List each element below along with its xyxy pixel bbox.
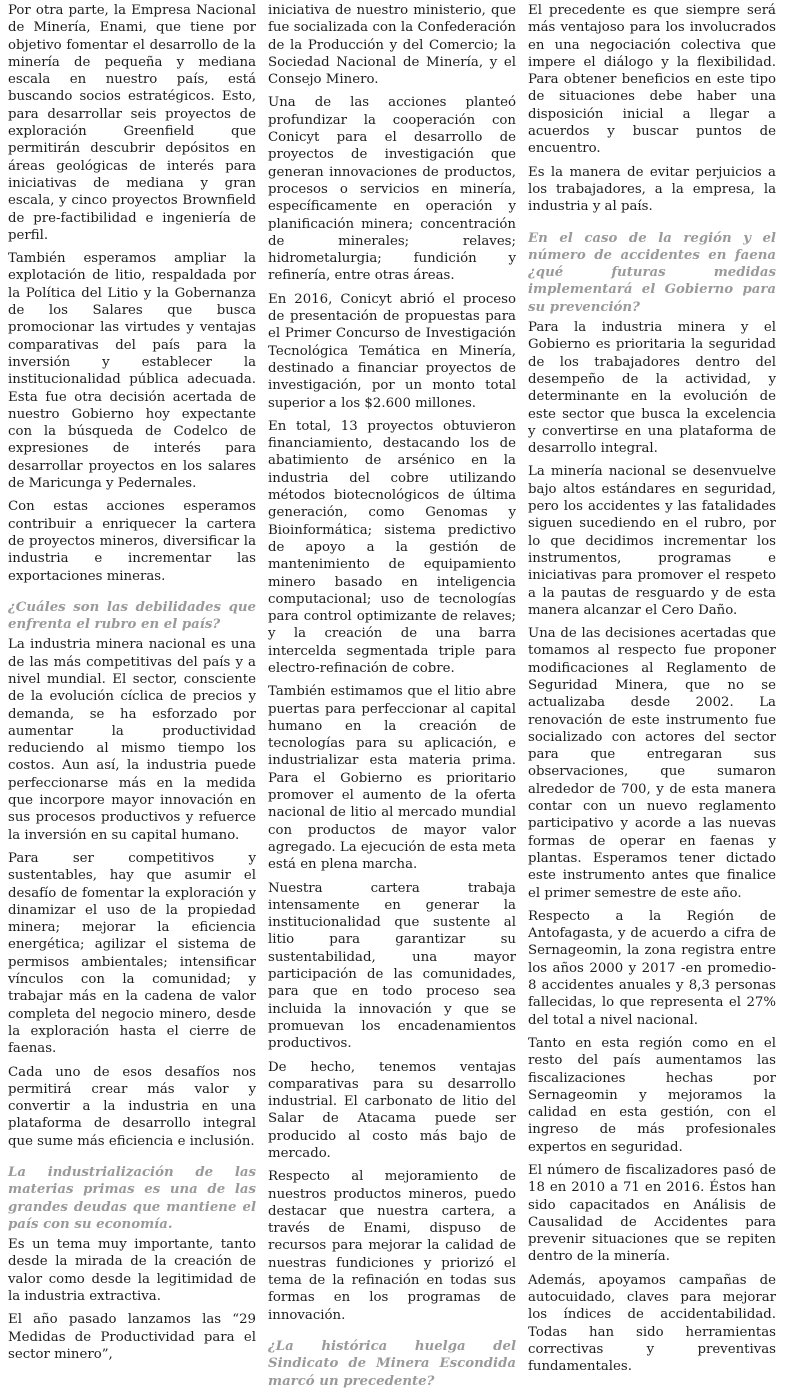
- body-paragraph: El número de fiscalizadores pasó de 18 en 2010 a 71 en 2016. Éstos han sido capacitados en Análisis de Causalidad de Accidentes para prevenir situaciones que se repiten dentro de la minería.: [528, 1163, 776, 1265]
- body-paragraph: Es un tema muy importante, tanto desde la mirada de la creación de valor como desde la legitimidad de la industria extractiva.: [8, 1237, 256, 1305]
- body-paragraph: En total, 13 proyectos obtuvieron financiamiento, destacando los de abatimiento de arsénico en la industria del cobre utilizando métodos biotecnológicos de última generación, como Genomas y Bioinformática; sistema predictivo de apoyo a la gestión de mantenimiento de equipamiento minero basado en inteligencia computacional; uso de tecnologías para control optimizante de relaves; y la creación de una barra intercelda segmentada triple para electro-refinación de cobre.: [268, 418, 516, 676]
- body-paragraph: La minería nacional se desenvuelve bajo altos estándares en seguridad, pero los accidentes y las fatalidades siguen sucediendo en el rubro, por lo que decidimos incrementar los instrumentos, programas e iniciativas para promover el respeto a la pautas de resguardo y de esta manera alcanzar el Cero Daño.: [528, 464, 776, 618]
- question-heading: La industrialización de las materias primas es una de las grandes deudas que mantiene el país con su economía.: [8, 1165, 256, 1232]
- body-paragraph: Tanto en esta región como en el resto del país aumentamos las fiscalizaciones hechas por Sernageomin y mejoramos la calidad en esta gestión, con el ingreso de más profesionales expertos en seguridad.: [528, 1035, 776, 1155]
- body-paragraph: Es la manera de evitar perjuicios a los trabajadores, a la empresa, la industria y al país.: [528, 164, 776, 215]
- body-paragraph: En 2016, Conicyt abrió el proceso de presentación de propuestas para el Primer Concurso de Investigación Tecnológica Temática en Minería, destinado a financiar proyectos de investigación, por un monto total superior a los $2.600 millones.: [268, 291, 516, 411]
- body-paragraph: Para ser competitivos y sustentables, hay que asumir el desafío de fomentar la exploración y dinamizar el uso de la propiedad minera; mejorar la eficiencia energética; agilizar el sistema de permisos ambientales; intensificar vínculos con la comunidad; y trabajar más en la cadena de valor completa del negocio minero, desde la exploración hasta el cierre de faenas.: [8, 850, 256, 1057]
- body-paragraph: Por otra parte, la Empresa Nacional de Minería, Enami, que tiene por objetivo fomentar el desarrollo de la minería de pequeña y mediana escala en nuestro país, está buscando socios estratégicos. Esto, para desarrollar seis proyectos de exploración Greenfield que permitirán descubrir depósitos en áreas geológicas de interés para iniciativas de mediana y gran escala, y cinco proyectos Brownfield de pre-factibilidad e ingeniería de perfil.: [8, 3, 256, 243]
- body-paragraph: El precedente es que siempre será más ventajoso para los involucrados en una negociación colectiva que impere el diálogo y la flexibilidad. Para obtener beneficios en este tipo de situaciones debe haber una disposición inicial a llegar a acuerdos y buscar puntos de encuentro.: [528, 3, 776, 157]
- question-heading: ¿La histórica huelga del Sindicato de Minera Escondida marcó un precedente?: [268, 1338, 516, 1389]
- body-paragraph: El año pasado lanzamos las “29 Medidas de Productividad para el sector minero”,: [8, 1312, 256, 1362]
- body-paragraph: Respecto al mejoramiento de nuestros productos mineros, puedo destacar que nuestra cartera, a través de Enami, dispuso de recursos para mejorar la calidad de nuestras fundiciones y priorizó el tema de la refinación en todas sus formas en los programas de innovación.: [268, 1169, 516, 1323]
- column-2: [268, 2, 516, 1389]
- body-paragraph: De hecho, tenemos ventajas comparativas para su desarrollo industrial. El carbonato de litio del Salar de Atacama puede ser producido al costo más bajo de mercado.: [268, 1059, 516, 1161]
- body-paragraph: También estimamos que el litio abre puertas para perfeccionar al capital humano en la creación de tecnologías para su aplicación, e industrializar esta materia prima. Para el Gobierno es prioritario promover el aumento de la oferta nacional de litio al mercado mundial con productos de mayor valor agregado. La ejecución de esta meta está en plena marcha.: [268, 684, 516, 873]
- column-3: [528, 2, 776, 1375]
- body-paragraph: También esperamos ampliar la explotación de litio, respaldada por la Política del Litio y la Gobernanza de los Salares que busca promocionar las virtudes y ventajas comparativas del país para la inversión y establecer la institucionalidad pública adecuada. Esta fue otra decisión acertada de nuestro Gobierno hoy expectante con la búsqueda de Codelco de expresiones de interés para desarrollar proyectos en los salares de Maricunga y Pedernales.: [8, 251, 256, 492]
- body-paragraph: iniciativa de nuestro ministerio, que fue socializada con la Confederación de la Producción y del Comercio; la Sociedad Nacional de Minería, y el Consejo Minero.: [268, 3, 516, 88]
- body-paragraph: Además, apoyamos campañas de autocuidado, claves para mejorar los índices de accidentabilidad. Todas han sido herramientas correctivas y preventivas fundamentales.: [528, 1272, 776, 1375]
- column-1: [8, 2, 256, 1362]
- body-paragraph: Para la industria minera y el Gobierno es prioritaria la seguridad de los trabajadores dentro del desempeño de la actividad, y determinante en la evolución de este sector que busca la excelencia y convertirse en una plataforma de desarrollo integral.: [528, 320, 776, 457]
- body-paragraph: Cada uno de esos desafíos nos permitirá crear más valor y convertir a la industria en una plataforma de desarrollo integral que sume más eficiencia e inclusión.: [8, 1064, 256, 1149]
- body-paragraph: Una de las decisiones acertadas que tomamos al respecto fue proponer modificaciones al Reglamento de Seguridad Minera, que no se actualizaba desde 2002. La renovación de este instrumento fue socializado con actores del sector para que entregaran sus observaciones, que sumaron alrededor de 700, y de esta manera contar con un nuevo reglamento participativo y acorde a las nuevas formas de operar en faenas y plantas. Esperamos tener dictado este instrumento antes que finalice el primer semestre de este año.: [528, 626, 776, 901]
- question-heading: En el caso de la región y el número de accidentes en faena ¿qué futuras medidas implementará el Gobierno para su prevención?: [528, 230, 776, 315]
- body-paragraph: Una de las acciones planteó profundizar la cooperación con Conicyt para el desarrollo de proyectos de investigación que generan innovaciones de productos, procesos o servicios en minería, específicamente en operación y planificación minera; concentración de minerales; relaves; hidrometalurgia; fundición y refinería, entre otras áreas.: [268, 95, 516, 284]
- question-heading: ¿Cuáles son las debilidades que enfrenta el rubro en el país?: [8, 599, 256, 633]
- body-paragraph: La industria minera nacional es una de las más competitivas del país y a nivel mundial. El sector, consciente de la evolución cíclica de precios y demanda, se ha esforzado por aumentar la productividad reduciendo al mismo tiempo los costos. Aun así, la industria puede perfeccionarse más en la medida que incorpore mayor innovación en sus procesos productivos y refuerce la inversión en su capital humano.: [8, 637, 256, 843]
- body-paragraph: Con estas acciones esperamos contribuir a enriquecer la cartera de proyectos mineros, diversificar la industria e incrementar las exportaciones mineras.: [8, 499, 256, 584]
- body-paragraph: Respecto a la Región de Antofagasta, y de acuerdo a cifra de Sernageomin, la zona registra entre los años 2000 y 2017 -en promedio- 8 accidentes anuales y 8,3 personas fallecidas, lo que representa el 27% del total a nivel nacional.: [528, 908, 776, 1028]
- body-paragraph: Nuestra cartera trabaja intensamente en generar la institucionalidad que sustente al litio para garantizar su sustentabilidad, una mayor participación de las comunidades, para que en todo proceso sea incluida la innovación y que se promuevan los encadenamientos productivos.: [268, 880, 516, 1052]
